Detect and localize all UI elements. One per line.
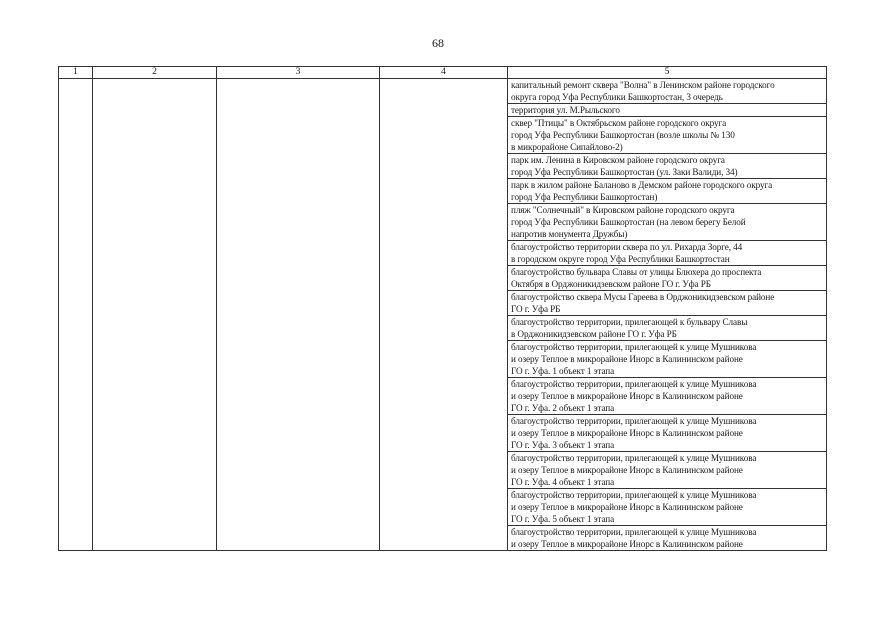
column-3-cell: [217, 79, 380, 551]
column-header-2: 2: [93, 67, 217, 79]
column-5-cell: территория ул. М.Рыльского: [508, 104, 827, 117]
column-1-cell: [59, 79, 93, 551]
column-5-cell: парк им. Ленина в Кировском районе городского округа город Уфа Республики Башкортостан (ул. Заки Валиди, 34): [508, 154, 827, 179]
table-row: [59, 79, 827, 104]
header-row: [59, 67, 827, 79]
document-table: [58, 66, 827, 551]
column-header-5: 5: [508, 67, 827, 79]
column-5-cell: благоустройство территории, прилегающей к улице Мушникова и озеру Теплое в микрорайоне Инорс в Калининском районе ГО г. Уфа. 5 объект 1 этапа: [508, 489, 827, 526]
column-5-cell: благоустройство сквера Мусы Гареева в Орджоникидзевском районе ГО г. Уфа РБ: [508, 291, 827, 316]
column-5-cell: благоустройство территории, прилегающей к улице Мушникова и озеру Теплое в микрорайоне Инорс в Калининском районе ГО г. Уфа. 3 объект 1 этапа: [508, 415, 827, 452]
column-5-cell: благоустройство территории, прилегающей к улице Мушникова и озеру Теплое в микрорайоне Инорс в Калининском районе: [508, 526, 827, 551]
column-5-cell: благоустройство территории сквера по ул. Рихарда Зорге, 44 в городском округе город Уфа Республики Башкортостан: [508, 241, 827, 266]
table-body: [59, 79, 827, 551]
column-5-cell: пляж "Солнечный" в Кировском районе городского округа город Уфа Республики Башкортостан (на левом берегу Белой напротив монумента Дружбы): [508, 204, 827, 241]
column-header-4: 4: [380, 67, 508, 79]
column-5-cell: благоустройство территории, прилегающей к улице Мушникова и озеру Теплое в микрорайоне Инорс в Калининском районе ГО г. Уфа. 2 объект 1 этапа: [508, 378, 827, 415]
column-5-cell: благоустройство территории, прилегающей к улице Мушникова и озеру Теплое в микрорайоне Инорс в Калининском районе ГО г. Уфа. 4 объект 1 этапа: [508, 452, 827, 489]
column-5-cell: сквер "Птицы" в Октябрьском районе городского округа город Уфа Республики Башкортостан (возле школы № 130 в микрорайоне Сипайлово-2): [508, 117, 827, 154]
column-5-cell: благоустройство бульвара Славы от улицы Блюхера до проспекта Октября в Орджоникидзевском районе ГО г. Уфа РБ: [508, 266, 827, 291]
column-5-cell: благоустройство территории, прилегающей к улице Мушникова и озеру Теплое в микрорайоне Инорс в Калининском районе ГО г. Уфа. 1 объект 1 этапа: [508, 341, 827, 378]
column-2-cell: [93, 79, 217, 551]
column-5-cell: благоустройство территории, прилегающей к бульвару Славы в Орджоникидзевском районе ГО г. Уфа РБ: [508, 316, 827, 341]
column-5-cell: капитальный ремонт сквера "Волна" в Ленинском районе городского округа город Уфа Республики Башкортостан, 3 очередь: [508, 79, 827, 104]
page-number: 68: [432, 36, 444, 50]
column-5-cell: парк в жилом районе Баланово в Демском районе городского округа город Уфа Республики Башкортостан): [508, 179, 827, 204]
column-header-3: 3: [217, 67, 380, 79]
column-4-cell: [380, 79, 508, 551]
column-header-1: 1: [59, 67, 93, 79]
table-header: [59, 67, 827, 79]
